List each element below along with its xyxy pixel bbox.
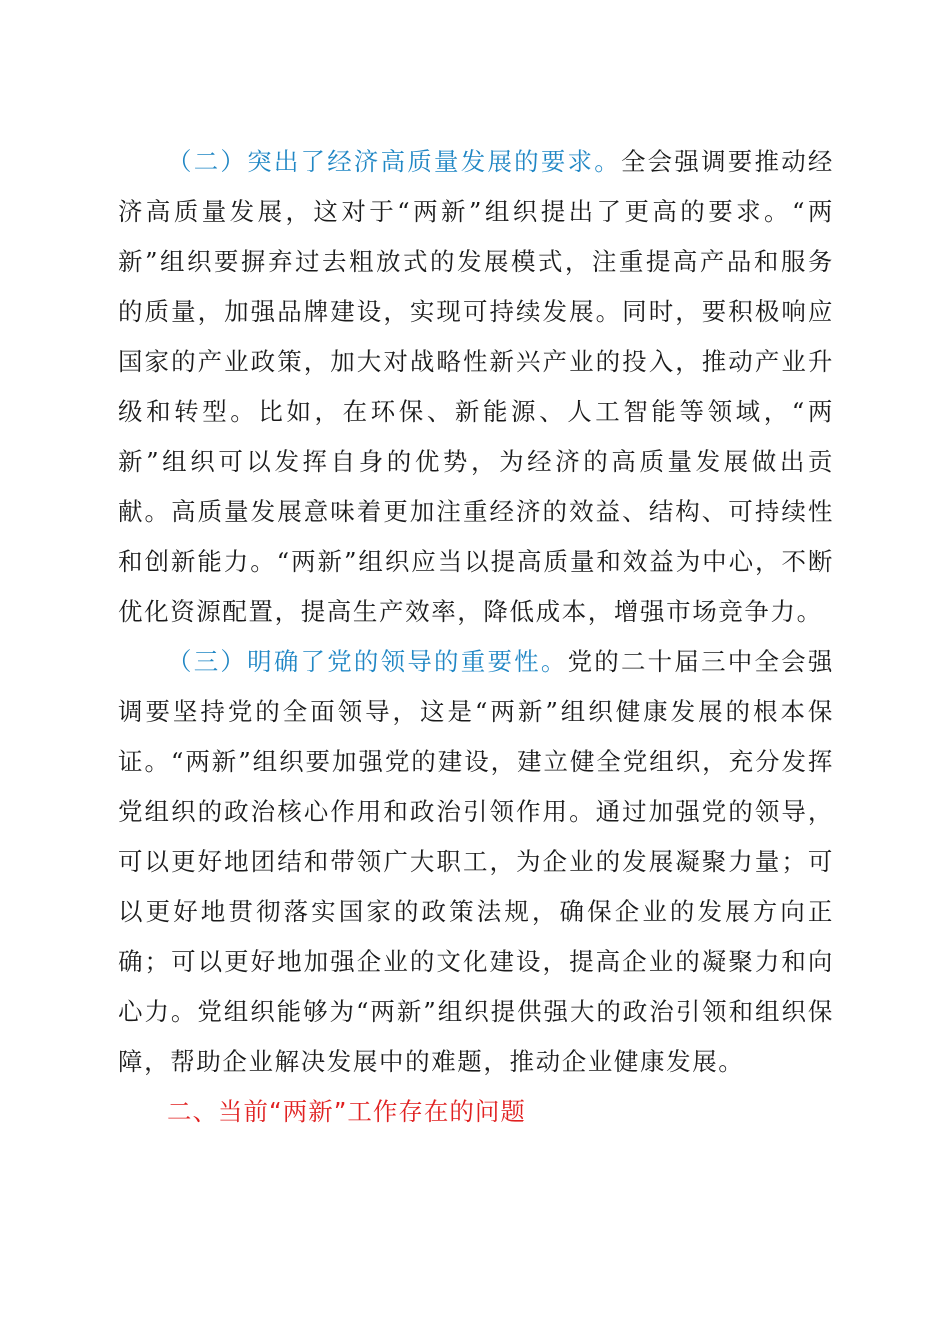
section-heading-current-problems: 二、当前“两新”工作存在的问题 — [167, 1097, 526, 1126]
paragraph-party-leadership — [118, 637, 834, 1087]
document-page — [118, 137, 834, 1137]
paragraph-body-economic-quality: 全会强调要推动经济高质量发展，这对于“两新”组织提出了更高的要求。“两新”组织要摒弃过去粗放式的发展模式，注重提高产品和服务的质量，加强品牌建设，实现可持续发展。同时，要积极响应国家的产业政策，加大对战略性新兴产业的投入，推动产业升级和转型。比如，在环保、新能源、人工智能等领域，“两新”组织可以发挥自身的优势，为经济的高质量发展做出贡献。高质量发展意味着更加注重经济的效益、结构、可持续性和创新能力。“两新”组织应当以提高质量和效益为中心，不断优化资源配置，提高生产效率，降低成本，增强市场竞争力。 — [118, 147, 834, 626]
paragraph-lead-economic-quality: （二）突出了经济高质量发展的要求。 — [167, 147, 621, 176]
paragraph-economic-quality — [118, 137, 834, 637]
paragraph-body-party-leadership: 党的二十届三中全会强调要坚持党的全面领导，这是“两新”组织健康发展的根本保证。“两新”组织要加强党的建设，建立健全党组织，充分发挥党组织的政治核心作用和政治引领作用。通过加强党的领导，可以更好地团结和带领广大职工，为企业的发展凝聚力量；可以更好地贯彻落实国家的政策法规，确保企业的发展方向正确；可以更好地加强企业的文化建设，提高企业的凝聚力和向心力。党组织能够为“两新”组织提供强大的政治引领和组织保障，帮助企业解决发展中的难题，推动企业健康发展。 — [118, 647, 834, 1076]
paragraph-lead-party-leadership: （三）明确了党的领导的重要性。 — [167, 647, 568, 676]
